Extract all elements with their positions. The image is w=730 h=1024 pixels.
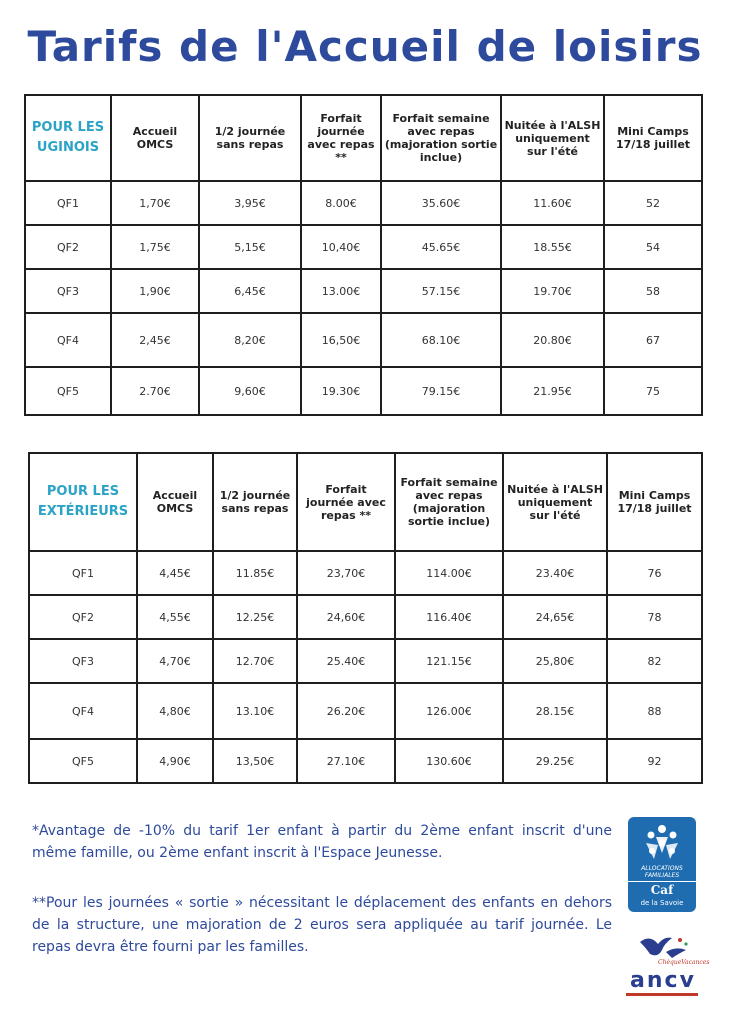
table-cell: 11.85€ bbox=[213, 551, 297, 595]
table-cell: 45.65€ bbox=[381, 225, 501, 269]
column-header: Nuitée à l'ALSH uniquement sur l'été bbox=[503, 453, 607, 551]
table-cell: 25,80€ bbox=[503, 639, 607, 683]
qf-label: QF5 bbox=[25, 367, 111, 415]
table-row bbox=[29, 639, 702, 683]
table-cell: 18.55€ bbox=[501, 225, 604, 269]
table-cell: 13.00€ bbox=[301, 269, 381, 313]
table-cell: 29.25€ bbox=[503, 739, 607, 783]
column-header: Forfait semaine avec repas (majoration sortie inclue) bbox=[381, 95, 501, 181]
table-cell: 23,70€ bbox=[297, 551, 395, 595]
page-title: Tarifs de l'Accueil de loisirs bbox=[27, 22, 703, 71]
table-cell: 10,40€ bbox=[301, 225, 381, 269]
table-cell: 6,45€ bbox=[199, 269, 301, 313]
caf-name: Caf bbox=[650, 883, 674, 897]
table-cell: 76 bbox=[607, 551, 702, 595]
qf-label: QF5 bbox=[29, 739, 137, 783]
table-cell: 24,65€ bbox=[503, 595, 607, 639]
table-cell: 9,60€ bbox=[199, 367, 301, 415]
qf-label: QF2 bbox=[29, 595, 137, 639]
table-cell: 57.15€ bbox=[381, 269, 501, 313]
column-header: Nuitée à l'ALSH uniquement sur l'été bbox=[501, 95, 604, 181]
table-cell: 4,55€ bbox=[137, 595, 213, 639]
table-row bbox=[25, 269, 702, 313]
column-header: Forfait journée avec repas ** bbox=[301, 95, 381, 181]
table-cell: 12.25€ bbox=[213, 595, 297, 639]
group-label-text: POUR LES UGINOIS bbox=[31, 120, 105, 155]
table-cell: 130.60€ bbox=[395, 739, 503, 783]
table-row bbox=[29, 739, 702, 783]
group-label bbox=[29, 453, 137, 551]
column-header: 1/2 journée sans repas bbox=[199, 95, 301, 181]
table-row bbox=[25, 313, 702, 367]
table-cell: 78 bbox=[607, 595, 702, 639]
caf-region: de la Savoie bbox=[640, 899, 684, 907]
ancv-logo bbox=[618, 932, 708, 994]
caf-family-icon bbox=[642, 823, 682, 863]
table-cell: 13.10€ bbox=[213, 683, 297, 739]
table-cell: 21.95€ bbox=[501, 367, 604, 415]
caf-line1: ALLOCATIONS bbox=[641, 865, 683, 872]
table-cell: 88 bbox=[607, 683, 702, 739]
table-cell: 54 bbox=[604, 225, 702, 269]
table-cell: 28.15€ bbox=[503, 683, 607, 739]
table-cell: 126.00€ bbox=[395, 683, 503, 739]
table-cell: 2,45€ bbox=[111, 313, 199, 367]
qf-label: QF3 bbox=[25, 269, 111, 313]
ancv-name: ancv bbox=[630, 968, 696, 993]
uginois-rates-table bbox=[24, 94, 703, 416]
column-header: Forfait journée avec repas ** bbox=[297, 453, 395, 551]
table-cell: 35.60€ bbox=[381, 181, 501, 225]
table-cell: 68.10€ bbox=[381, 313, 501, 367]
table-row bbox=[25, 225, 702, 269]
qf-label: QF1 bbox=[25, 181, 111, 225]
caf-logo bbox=[628, 817, 696, 912]
table-cell: 27.10€ bbox=[297, 739, 395, 783]
table-cell: 75 bbox=[604, 367, 702, 415]
column-header: 1/2 journée sans repas bbox=[213, 453, 297, 551]
table-cell: 2.70€ bbox=[111, 367, 199, 415]
column-header: Mini Camps 17/18 juillet bbox=[604, 95, 702, 181]
outing-surcharge-note: **Pour les journées « sortie » nécessitant le déplacement des enfants en dehors de la structure, une majoration de 2 euros sera appliquée au tarif journée. Le repas devra être fourni par les familles. bbox=[32, 895, 612, 955]
column-header: Mini Camps 17/18 juillet bbox=[607, 453, 702, 551]
table-cell: 116.40€ bbox=[395, 595, 503, 639]
table-row bbox=[29, 595, 702, 639]
caf-divider bbox=[628, 881, 696, 882]
table-cell: 13,50€ bbox=[213, 739, 297, 783]
column-header: Accueil OMCS bbox=[137, 453, 213, 551]
table-cell: 20.80€ bbox=[501, 313, 604, 367]
group-label bbox=[25, 95, 111, 181]
table-cell: 19.70€ bbox=[501, 269, 604, 313]
table-cell: 3,95€ bbox=[199, 181, 301, 225]
table-cell: 1,70€ bbox=[111, 181, 199, 225]
table-cell: 5,15€ bbox=[199, 225, 301, 269]
column-header: Accueil OMCS bbox=[111, 95, 199, 181]
table-cell: 58 bbox=[604, 269, 702, 313]
table-cell: 4,90€ bbox=[137, 739, 213, 783]
table-cell: 16,50€ bbox=[301, 313, 381, 367]
exterieurs-rates-table bbox=[28, 452, 703, 784]
table-cell: 114.00€ bbox=[395, 551, 503, 595]
table-cell: 23.40€ bbox=[503, 551, 607, 595]
table-cell: 1,75€ bbox=[111, 225, 199, 269]
caf-line2: FAMILIALES bbox=[644, 872, 680, 879]
table-row bbox=[29, 683, 702, 739]
table-cell: 67 bbox=[604, 313, 702, 367]
group-label-text: POUR LES EXTÉRIEURS bbox=[37, 484, 129, 519]
table-row bbox=[29, 551, 702, 595]
ancv-tagline: ChèqueVacances bbox=[658, 959, 710, 966]
table-cell: 4,45€ bbox=[137, 551, 213, 595]
table-row bbox=[25, 367, 702, 415]
table-cell: 8.00€ bbox=[301, 181, 381, 225]
table-cell: 19.30€ bbox=[301, 367, 381, 415]
qf-label: QF3 bbox=[29, 639, 137, 683]
table-cell: 4,70€ bbox=[137, 639, 213, 683]
sibling-discount-note: *Avantage de -10% du tarif 1er enfant à partir du 2ème enfant inscrit d'une même famille, ou 2ème enfant inscrit à l'Espace Jeunesse. bbox=[32, 823, 612, 861]
ancv-underline bbox=[626, 993, 698, 996]
qf-label: QF1 bbox=[29, 551, 137, 595]
qf-label: QF4 bbox=[25, 313, 111, 367]
table-cell: 92 bbox=[607, 739, 702, 783]
table-cell: 1,90€ bbox=[111, 269, 199, 313]
table-cell: 4,80€ bbox=[137, 683, 213, 739]
table-cell: 25.40€ bbox=[297, 639, 395, 683]
table-cell: 12.70€ bbox=[213, 639, 297, 683]
table-cell: 11.60€ bbox=[501, 181, 604, 225]
table-cell: 79.15€ bbox=[381, 367, 501, 415]
table-cell: 82 bbox=[607, 639, 702, 683]
table-cell: 8,20€ bbox=[199, 313, 301, 367]
table-row bbox=[25, 181, 702, 225]
table-cell: 121.15€ bbox=[395, 639, 503, 683]
column-header: Forfait semaine avec repas (majoration sortie inclue) bbox=[395, 453, 503, 551]
table-cell: 24,60€ bbox=[297, 595, 395, 639]
table-cell: 52 bbox=[604, 181, 702, 225]
table-cell: 26.20€ bbox=[297, 683, 395, 739]
qf-label: QF2 bbox=[25, 225, 111, 269]
qf-label: QF4 bbox=[29, 683, 137, 739]
